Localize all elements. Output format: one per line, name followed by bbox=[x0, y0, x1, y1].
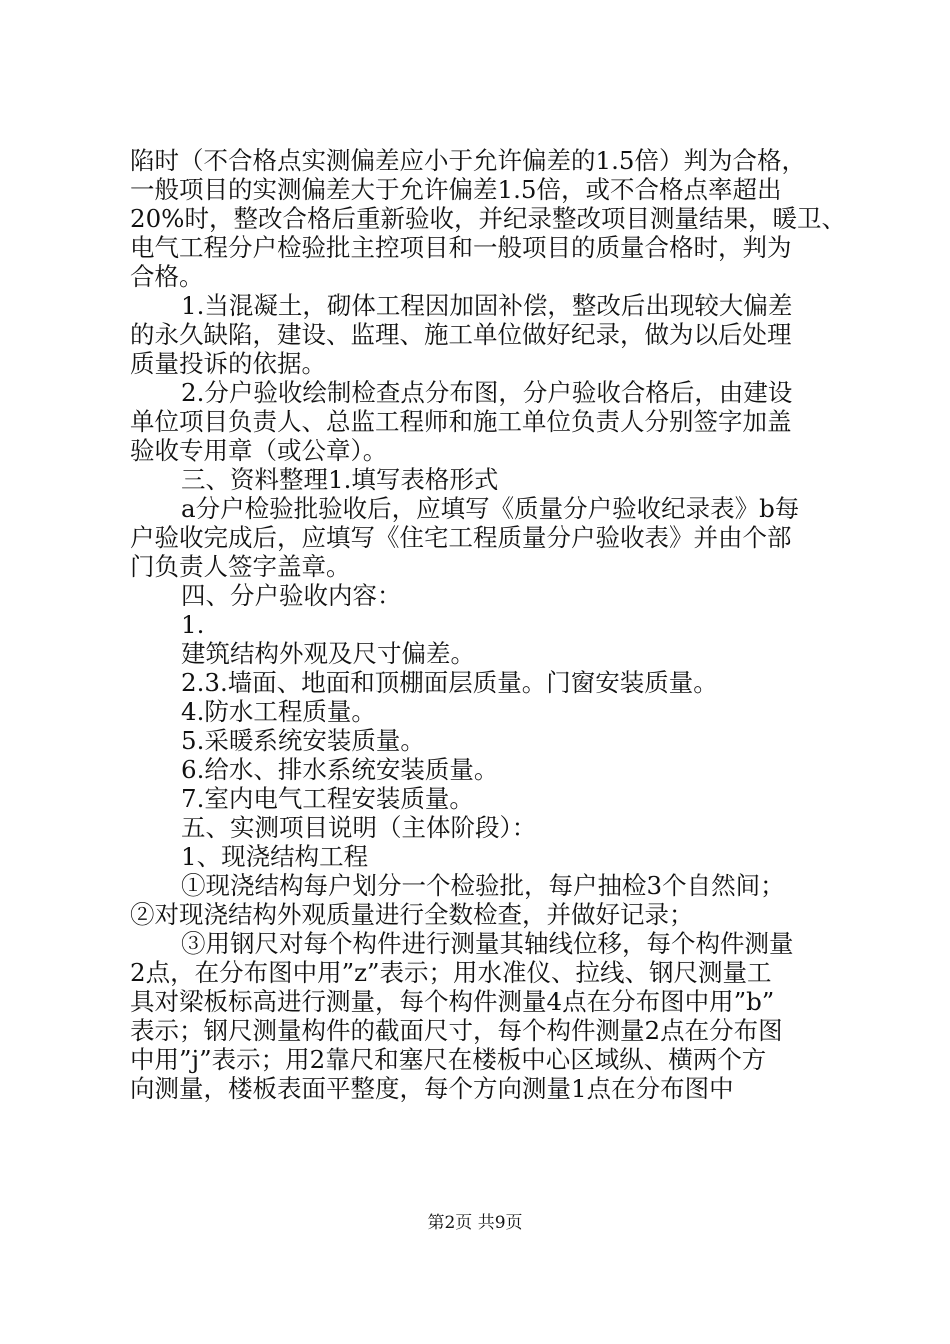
text-line: 20%时，整改合格后重新验收，并纪录整改项目测量结果，暖卫、 bbox=[130, 204, 846, 233]
text-line: 中用”j”表示；用2靠尺和塞尺在楼板中心区域纵、横两个方 bbox=[130, 1045, 767, 1074]
text-line: 2.3.墙面、地面和顶棚面层质量。门窗安装质量。 bbox=[181, 668, 718, 697]
text-line: 验收专用章（或公章）。 bbox=[130, 436, 388, 465]
text-line: 1、现浇结构工程 bbox=[181, 842, 369, 871]
text-line: 门负责人签字盖章。 bbox=[130, 552, 351, 581]
text-line: 的永久缺陷，建设、监理、施工单位做好纪录，做为以后处理 bbox=[130, 320, 792, 349]
text-line: 户验收完成后，应填写《住宅工程质量分户验收表》并由个部 bbox=[130, 523, 792, 552]
text-line: 一般项目的实测偏差大于允许偏差1.5倍，或不合格点率超出 bbox=[130, 175, 782, 204]
text-line: 1. bbox=[181, 610, 205, 639]
text-line: 五、实测项目说明（主体阶段）： bbox=[181, 813, 537, 842]
text-line: 7.室内电气工程安装质量。 bbox=[181, 784, 474, 813]
text-line: 向测量，楼板表面平整度，每个方向测量1点在分布图中 bbox=[130, 1074, 734, 1103]
text-line: 具对梁板标高进行测量，每个构件测量4点在分布图中用”b” bbox=[130, 987, 775, 1016]
document-body bbox=[130, 146, 846, 1103]
text-line: 4.防水工程质量。 bbox=[181, 697, 376, 726]
text-line: 6.给水、排水系统安装质量。 bbox=[181, 755, 499, 784]
text-line: ②对现浇结构外观质量进行全数检查，并做好记录； bbox=[130, 900, 694, 929]
text-line: 1.当混凝土，砌体工程因加固补偿，整改后出现较大偏差 bbox=[181, 291, 793, 320]
page-footer bbox=[0, 1213, 950, 1233]
text-line: 5.采暖系统安装质量。 bbox=[181, 726, 425, 755]
text-line: 2点，在分布图中用”z”表示；用水准仪、拉线、钢尺测量工 bbox=[130, 958, 772, 987]
text-line: 表示；钢尺测量构件的截面尺寸，每个构件测量2点在分布图 bbox=[130, 1016, 783, 1045]
text-line: 电气工程分户检验批主控项目和一般项目的质量合格时，判为 bbox=[130, 233, 792, 262]
text-line: 单位项目负责人、总监工程师和施工单位负责人分别签字加盖 bbox=[130, 407, 792, 436]
text-line: 质量投诉的依据。 bbox=[130, 349, 326, 378]
text-line: 建筑结构外观及尺寸偏差。 bbox=[181, 639, 475, 668]
text-line: 三、资料整理1.填写表格形式 bbox=[181, 465, 499, 494]
text-line: 合格。 bbox=[130, 262, 204, 291]
text-line: ①现浇结构每户划分一个检验批，每户抽检3个自然间； bbox=[181, 871, 785, 900]
text-line: ③用钢尺对每个构件进行测量其轴线位移，每个构件测量 bbox=[181, 929, 794, 958]
text-line: a分户检验批验收后，应填写《质量分户验收纪录表》b每 bbox=[181, 494, 800, 523]
text-line: 陷时（不合格点实测偏差应小于允许偏差的1.5倍）判为合格， bbox=[130, 146, 806, 175]
text-line: 四、分户验收内容： bbox=[181, 581, 402, 610]
page-number: 第2页 共9页 bbox=[427, 1213, 523, 1233]
text-line: 2.分户验收绘制检查点分布图，分户验收合格后，由建设 bbox=[181, 378, 793, 407]
